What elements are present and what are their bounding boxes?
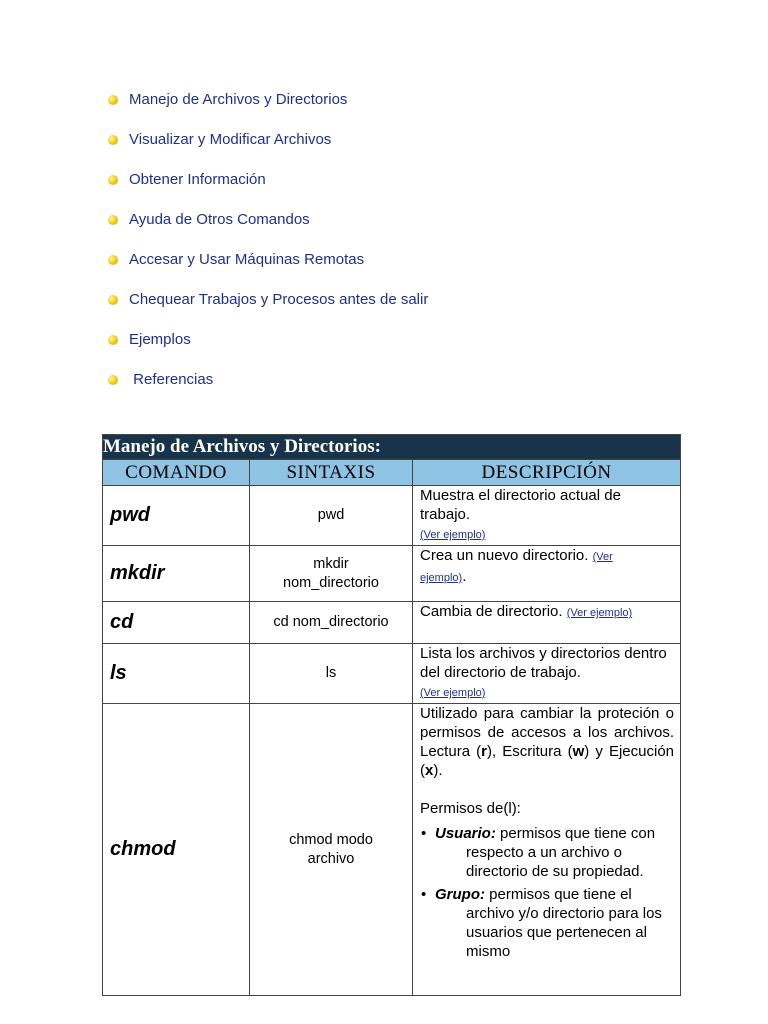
- link-part[interactable]: (Ver: [592, 551, 613, 563]
- table-row-cd: [103, 602, 681, 644]
- header-comando: COMANDO: [103, 460, 250, 486]
- link-part[interactable]: ejemplo): [420, 572, 463, 584]
- ver-ejemplo-link[interactable]: (Ver ejemplo): [420, 529, 486, 541]
- description-text: Lista los archivos y directorios dentro del directorio de trabajo.: [420, 645, 667, 681]
- topic-nav: [108, 90, 428, 410]
- permissions-list: [420, 824, 674, 961]
- bullet-icon: [108, 255, 118, 265]
- bullet-icon: •: [421, 825, 427, 842]
- header-descripcion: DESCRIPCIÓN: [413, 460, 681, 486]
- command-name: chmod: [103, 704, 250, 996]
- table-row-ls: [103, 644, 681, 704]
- nav-item-chequear[interactable]: [108, 290, 428, 330]
- punctuation: .: [462, 568, 467, 585]
- description-text: Utilizado para cambiar la proteción o permisos de accesos a los archivos. Lectura (: [420, 705, 675, 760]
- nav-link[interactable]: Accesar y Usar Máquinas Remotas: [129, 251, 365, 268]
- command-description: [413, 546, 681, 602]
- permission-grupo: [420, 885, 674, 961]
- bullet-icon: [108, 335, 118, 345]
- bullet-icon: [108, 135, 118, 145]
- syntax-line: archivo: [307, 850, 355, 867]
- nav-link[interactable]: Chequear Trabajos y Procesos antes de salir: [129, 291, 429, 308]
- nav-item-remotas[interactable]: [108, 250, 428, 290]
- command-name: mkdir: [103, 546, 250, 602]
- nav-link[interactable]: Ayuda de Otros Comandos: [129, 211, 310, 228]
- ver-ejemplo-link[interactable]: (Ver ejemplo): [420, 687, 486, 699]
- command-description: [413, 602, 681, 644]
- nav-link[interactable]: Manejo de Archivos y Directorios: [129, 91, 348, 108]
- command-syntax: [250, 546, 413, 602]
- read-flag: r: [481, 743, 487, 760]
- bullet-icon: •: [421, 886, 427, 903]
- commands-table: [102, 434, 681, 996]
- bullet-icon: [108, 375, 118, 385]
- command-name: cd: [103, 602, 250, 644]
- syntax-line: chmod modo: [289, 831, 373, 848]
- permission-label: Usuario:: [435, 825, 496, 842]
- table-header-row: [103, 460, 681, 486]
- command-description: [413, 704, 681, 996]
- description-text: Crea un nuevo directorio.: [420, 547, 589, 564]
- permission-text: permisos que tiene el archivo y/o directorio para los usuarios que pertenecen al mismo: [466, 886, 662, 960]
- description-text: ), Escritura (: [487, 743, 573, 760]
- table-row-chmod: [103, 704, 681, 996]
- nav-item-visualizar[interactable]: [108, 130, 428, 170]
- nav-item-referencias[interactable]: [108, 370, 428, 410]
- permission-label: Grupo:: [435, 886, 485, 903]
- bullet-icon: [108, 295, 118, 305]
- nav-item-ayuda[interactable]: [108, 210, 428, 250]
- command-syntax: [250, 704, 413, 996]
- permisos-label: Permisos de(l):: [420, 800, 521, 817]
- syntax-line: nom_directorio: [283, 574, 379, 591]
- command-description: [413, 644, 681, 704]
- bullet-icon: [108, 95, 118, 105]
- permission-text: permisos que tiene con respecto a un archivo o directorio de su propiedad.: [466, 825, 656, 880]
- command-description: [413, 486, 681, 546]
- description-text: ) y Ejecución (: [420, 743, 675, 779]
- header-sintaxis: SINTAXIS: [250, 460, 413, 486]
- nav-item-obtener-info[interactable]: [108, 170, 428, 210]
- nav-item-ejemplos[interactable]: [108, 330, 428, 370]
- command-name: ls: [103, 644, 250, 704]
- execute-flag: x: [425, 762, 434, 779]
- bullet-icon: [108, 215, 118, 225]
- table-title-row: [103, 435, 681, 460]
- command-syntax: pwd: [250, 486, 413, 546]
- nav-link[interactable]: Obtener Información: [129, 171, 266, 188]
- ver-ejemplo-link[interactable]: (Ver ejemplo): [566, 607, 633, 619]
- permission-usuario: [420, 824, 674, 881]
- nav-link[interactable]: Referencias: [129, 371, 214, 388]
- write-flag: w: [572, 743, 585, 760]
- chmod-description: [420, 704, 674, 780]
- description-text: Cambia de directorio.: [420, 603, 563, 620]
- command-syntax: ls: [250, 644, 413, 704]
- description-text: ).: [433, 762, 443, 779]
- bullet-icon: [108, 175, 118, 185]
- nav-item-manejo-archivos[interactable]: [108, 90, 428, 130]
- table-row-mkdir: [103, 546, 681, 602]
- syntax-line: mkdir: [313, 555, 349, 572]
- nav-link[interactable]: Ejemplos: [129, 331, 191, 348]
- table-title: Manejo de Archivos y Directorios:: [103, 435, 681, 460]
- command-name: pwd: [103, 486, 250, 546]
- nav-link[interactable]: Visualizar y Modificar Archivos: [129, 131, 332, 148]
- command-syntax: cd nom_directorio: [250, 602, 413, 644]
- table-row-pwd: [103, 486, 681, 546]
- description-text: Muestra el directorio actual de trabajo.: [420, 487, 621, 523]
